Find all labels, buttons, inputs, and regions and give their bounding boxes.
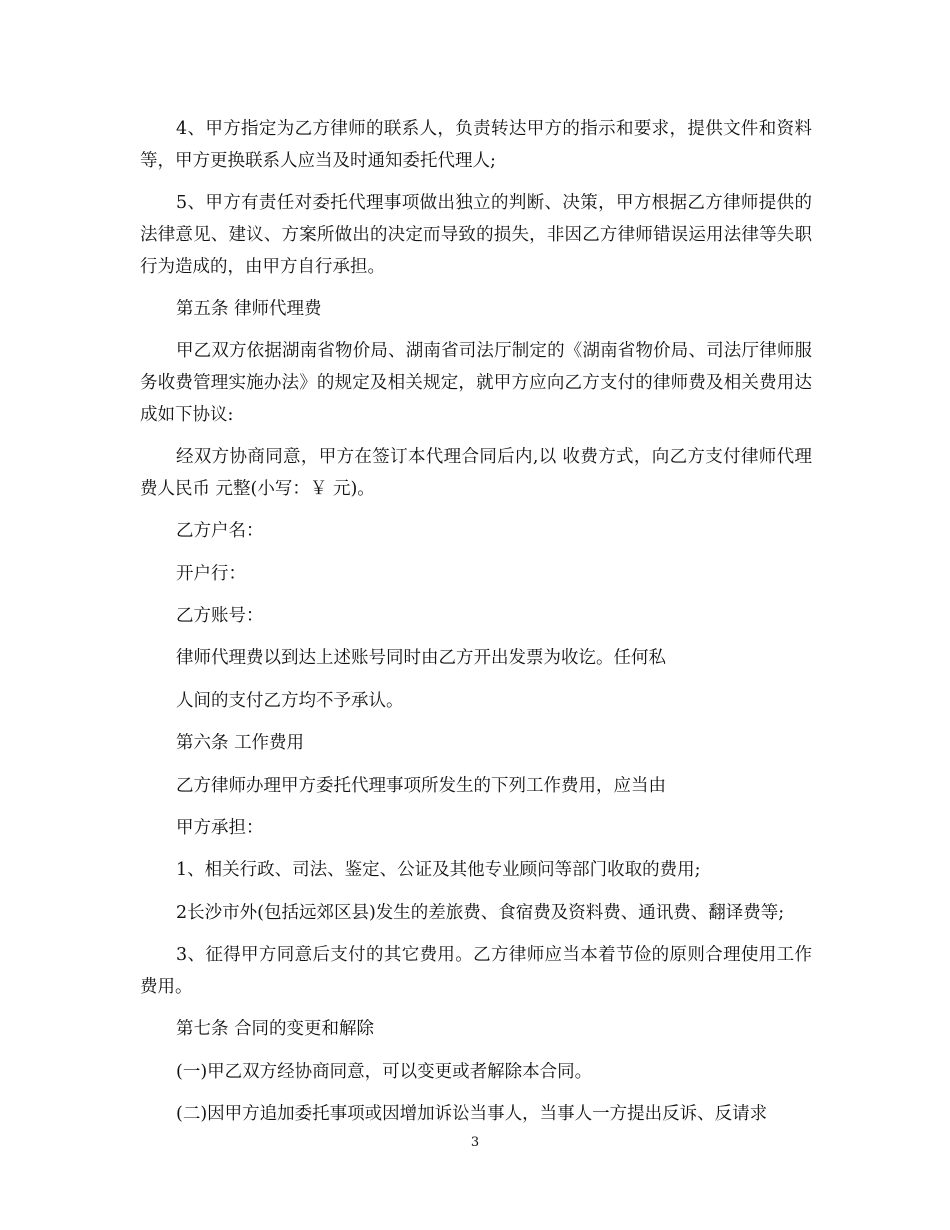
article-7-item-2: (二)因甲方追加委托事项或因增加诉讼当事人，当事人一方提出反诉、反请求 [176, 1103, 768, 1124]
article-6-intro-line-1: 乙方律师办理甲方委托代理事项所发生的下列工作费用，应当由 [176, 775, 666, 796]
expense-item-2: 2长沙市外(包括远郊区县)发生的差旅费、食宿费及资料费、通讯费、翻译费等; [176, 902, 785, 923]
article-5-payment-terms: 经双方协商同意，甲方在签订本代理合同后内,以 收费方式，向乙方支付律师代理费人民币 元整(小写：￥ 元)。 [140, 447, 812, 499]
clause-4-contact-person: 4、甲方指定为乙方律师的联系人，负责转达甲方的指示和要求，提供文件和资料等，甲方更换联系人应当及时通知委托代理人; [140, 119, 812, 171]
receipt-clause-line-2: 人间的支付乙方均不予承认。 [176, 690, 404, 711]
account-number-field: 乙方账号： [176, 605, 264, 626]
clause-5-responsibility: 5、甲方有责任对委托代理事项做出独立的判断、决策，甲方根据乙方律师提供的法律意见、建议、方案所做出的决定而导致的损失，非因乙方律师错误运用法律等失职行为造成的，由甲方自行承担。 [140, 193, 812, 277]
article-7-item-1: (一)甲乙双方经协商同意，可以变更或者解除本合同。 [176, 1061, 593, 1082]
expense-item-3: 3、征得甲方同意后支付的其它费用。乙方律师应当本着节俭的原则合理使用工作费用。 [140, 945, 812, 997]
receipt-clause-line-1: 律师代理费以到达上述账号同时由乙方开出发票为收讫。任何私 [176, 648, 666, 669]
article-7-heading: 第七条 合同的变更和解除 [176, 1019, 375, 1040]
article-6-intro-line-2: 甲方承担： [176, 817, 264, 838]
expense-item-1: 1、相关行政、司法、鉴定、公证及其他专业顾问等部门收取的费用; [176, 860, 701, 881]
account-name-field: 乙方户名： [176, 521, 264, 542]
bank-field: 开户行： [176, 563, 246, 584]
document-body [140, 114, 812, 1141]
article-6-heading: 第六条 工作费用 [176, 733, 305, 754]
article-5-basis: 甲乙双方依据湖南省物价局、湖南省司法厅制定的《湖南省物价局、司法厅律师服务收费管理实施办法》的规定及相关规定，就甲方应向乙方支付的律师费及相关费用达成如下协议: [140, 341, 812, 425]
article-5-heading: 第五条 律师代理费 [176, 298, 322, 319]
page-number: 3 [470, 1135, 480, 1150]
